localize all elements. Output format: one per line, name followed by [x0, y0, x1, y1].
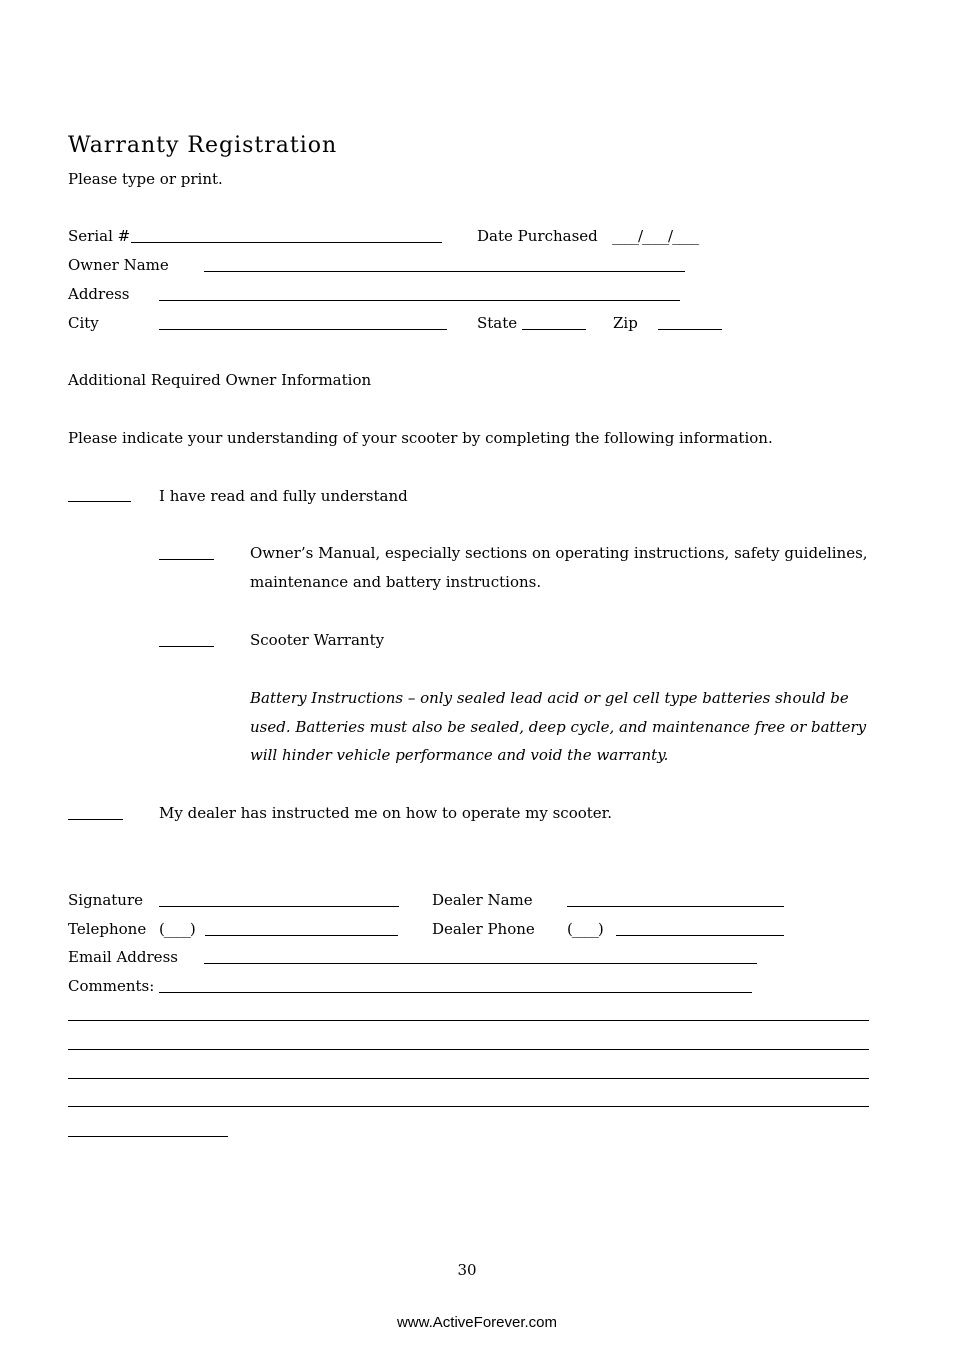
page-number: 30 — [457, 1261, 477, 1279]
dealer-name-label: Dealer Name — [432, 891, 533, 909]
state-field[interactable] — [522, 329, 586, 330]
telephone-label: Telephone — [68, 920, 147, 938]
dealer-phone-area-code[interactable]: (____) — [567, 920, 603, 938]
date-purchased-field[interactable]: ____/____/____ — [612, 227, 699, 245]
battery-instructions-line1: Battery Instructions – only sealed lead acid or gel cell type batteries should be — [250, 689, 849, 707]
owner-name-label: Owner Name — [68, 256, 169, 274]
subtitle: Please type or print. — [68, 170, 223, 188]
owners-manual-text-line1: Owner’s Manual, especially sections on operating instructions, safety guidelines, — [250, 544, 868, 562]
address-field[interactable] — [159, 300, 680, 301]
read-understand-check-field[interactable] — [68, 501, 131, 502]
comments-line[interactable] — [68, 1078, 869, 1079]
zip-field[interactable] — [658, 329, 722, 330]
serial-label: Serial # — [68, 227, 131, 245]
page-title: Warranty Registration — [68, 133, 338, 158]
signature-label: Signature — [68, 891, 144, 909]
address-label: Address — [68, 285, 130, 303]
comments-line[interactable] — [68, 1106, 869, 1107]
telephone-area-code[interactable]: (____) — [159, 920, 195, 938]
battery-instructions-line2: used. Batteries must also be sealed, deep cycle, and maintenance free or battery — [250, 718, 867, 736]
dealer-name-field[interactable] — [567, 906, 784, 907]
telephone-field[interactable] — [205, 935, 398, 936]
comments-field[interactable] — [159, 992, 752, 993]
signature-field[interactable] — [159, 906, 399, 907]
comments-line[interactable] — [68, 1049, 869, 1050]
instructions-text: Please indicate your understanding of your scooter by completing the following information. — [68, 429, 773, 447]
dealer-phone-field[interactable] — [616, 935, 784, 936]
dealer-instructed-label: My dealer has instructed me on how to operate my scooter. — [159, 804, 612, 822]
additional-heading: Additional Required Owner Information — [68, 371, 372, 389]
owners-manual-text-line2: maintenance and battery instructions. — [250, 573, 542, 591]
scooter-warranty-label: Scooter Warranty — [250, 631, 385, 649]
serial-field[interactable] — [131, 242, 442, 243]
state-label: State — [477, 314, 518, 332]
scooter-warranty-check-field[interactable] — [159, 646, 214, 647]
battery-instructions-line3: will hinder vehicle performance and void the warranty. — [250, 746, 669, 764]
comments-line[interactable] — [68, 1020, 869, 1021]
comments-label: Comments: — [68, 977, 155, 995]
date-purchased-label: Date Purchased — [477, 227, 598, 245]
email-field[interactable] — [204, 963, 757, 964]
read-understand-label: I have read and fully understand — [159, 487, 408, 505]
footer-url: www.ActiveForever.com — [396, 1314, 558, 1331]
email-label: Email Address — [68, 948, 178, 966]
city-label: City — [68, 314, 99, 332]
zip-label: Zip — [613, 314, 638, 332]
comments-line[interactable] — [68, 1136, 228, 1137]
owner-name-field[interactable] — [204, 271, 685, 272]
dealer-phone-label: Dealer Phone — [432, 920, 535, 938]
owners-manual-check-field[interactable] — [159, 559, 214, 560]
dealer-instructed-check-field[interactable] — [68, 819, 123, 820]
city-field[interactable] — [159, 329, 447, 330]
